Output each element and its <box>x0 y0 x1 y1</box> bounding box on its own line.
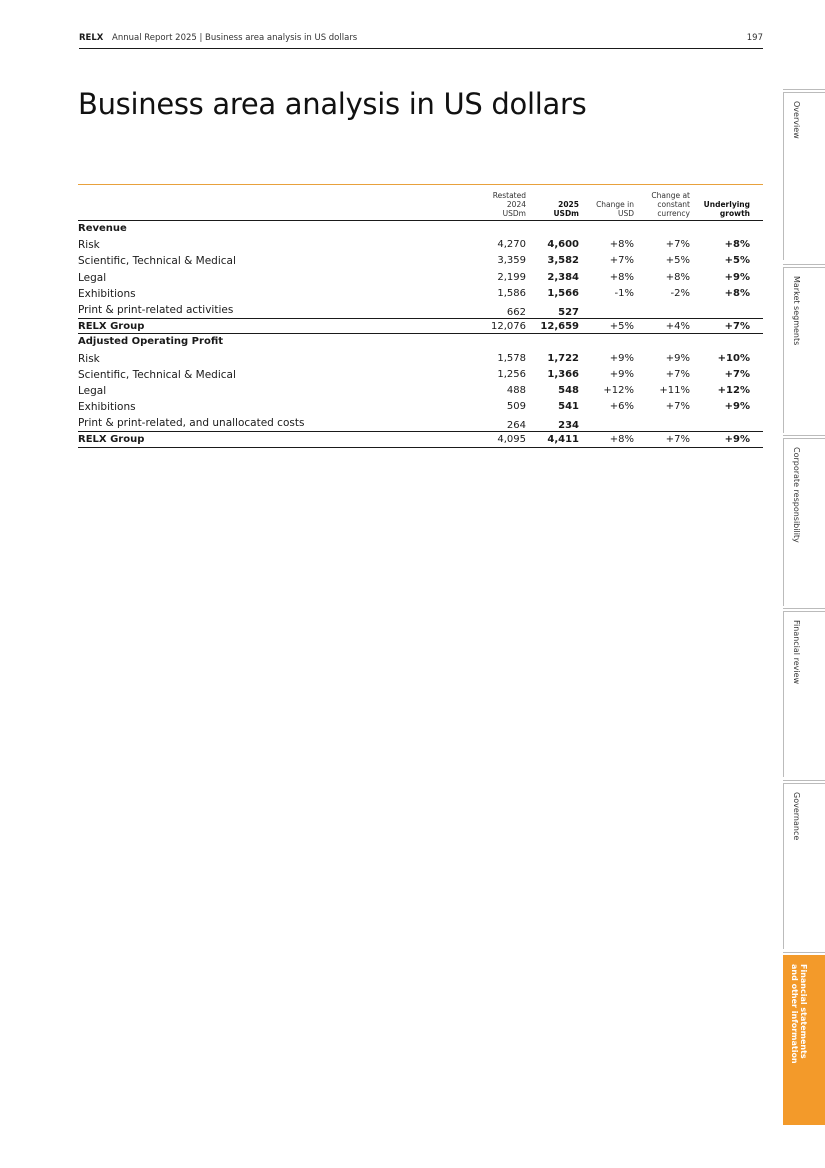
cell-2025: 2,384 <box>547 271 579 283</box>
cell-2024: 2,199 <box>497 271 526 283</box>
table-row <box>78 302 763 318</box>
tab-governance[interactable] <box>783 783 825 949</box>
cell-underlying-growth: +10% <box>717 352 750 364</box>
cell-2024: 488 <box>506 384 526 396</box>
cell-constant-currency: +7% <box>665 368 690 380</box>
tab-overview[interactable] <box>783 92 825 260</box>
page-header <box>79 33 763 49</box>
cell-2025: 234 <box>558 420 579 432</box>
cell-2024: 3,359 <box>497 255 526 267</box>
col-header-restated-2024: Restated 2024 USDm <box>492 191 526 218</box>
row-label: Exhibitions <box>78 401 136 414</box>
table-row <box>78 286 763 302</box>
cell-2024: 1,586 <box>497 287 526 299</box>
cell-change-usd: +7% <box>609 255 634 267</box>
tab-label: Corporate responsibility <box>792 447 801 543</box>
tab-label: Financial review <box>792 620 801 685</box>
table-row <box>78 415 763 431</box>
cell-2024: 509 <box>506 401 526 413</box>
cell-change-usd: +9% <box>609 352 634 364</box>
row-label: Scientific, Technical & Medical <box>78 255 236 268</box>
total-row-adjusted-operating-profit <box>78 431 763 447</box>
brand-name: RELX <box>79 33 104 43</box>
cell-2025: 548 <box>558 384 579 396</box>
col-header-change-usd: Change in USD <box>596 200 634 218</box>
cell-constant-currency: +5% <box>665 255 690 267</box>
business-area-table <box>78 184 763 448</box>
table-row <box>78 383 763 399</box>
cell-constant-currency: +11% <box>659 384 690 396</box>
tab-corporate-responsibility[interactable] <box>783 438 825 606</box>
cell-constant-currency: +7% <box>665 401 690 413</box>
cell-2025: 3,582 <box>547 255 579 267</box>
section-label: Adjusted Operating Profit <box>78 336 224 348</box>
cell-underlying-growth: +9% <box>724 271 750 283</box>
cell-2024: 1,578 <box>497 352 526 364</box>
total-row-revenue <box>78 318 763 334</box>
cell-underlying-growth: +7% <box>724 321 750 333</box>
col-header-underlying-growth: Underlying growth <box>703 200 750 218</box>
cell-underlying-growth: +8% <box>724 239 750 251</box>
tab-label: Governance <box>792 792 801 841</box>
table-row <box>78 270 763 286</box>
cell-change-usd: +8% <box>609 271 634 283</box>
table-header <box>78 185 763 221</box>
row-label: Exhibitions <box>78 287 136 300</box>
cell-change-usd: -1% <box>614 287 634 299</box>
row-label: Legal <box>78 271 107 284</box>
cell-constant-currency: +9% <box>665 352 690 364</box>
cell-underlying-growth: +8% <box>724 287 750 299</box>
tab-financial-review[interactable] <box>783 611 825 777</box>
cell-underlying-growth: +9% <box>724 434 750 446</box>
cell-2024: 264 <box>506 420 526 432</box>
cell-constant-currency: +8% <box>665 271 690 283</box>
tab-label: Overview <box>792 101 801 139</box>
cell-2025: 12,659 <box>540 321 579 333</box>
tab-financial-statements[interactable] <box>783 955 825 1125</box>
section-heading-revenue <box>78 221 763 237</box>
cell-2025: 1,566 <box>547 287 579 299</box>
col-header-constant-currency: Change at constant currency <box>651 191 690 218</box>
row-label: RELX Group <box>78 434 145 446</box>
table-row <box>78 351 763 367</box>
cell-constant-currency: +7% <box>665 434 690 446</box>
page-title: Business area analysis in US dollars <box>78 87 587 121</box>
row-label: Risk <box>78 239 100 252</box>
cell-underlying-growth: +12% <box>717 384 750 396</box>
cell-change-usd: +6% <box>609 401 634 413</box>
cell-2024: 662 <box>506 306 526 318</box>
page-number: 197 <box>746 33 763 43</box>
cell-constant-currency: -2% <box>670 287 690 299</box>
table-row <box>78 253 763 269</box>
section-label: Revenue <box>78 223 127 234</box>
cell-2024: 4,270 <box>497 239 526 251</box>
row-label: Scientific, Technical & Medical <box>78 368 236 381</box>
cell-2025: 1,722 <box>547 352 579 364</box>
cell-change-usd: +8% <box>609 239 634 251</box>
header-title: Annual Report 2025 | Business area analysis in US dollars <box>112 33 358 43</box>
table-row <box>78 399 763 415</box>
cell-2025: 4,600 <box>547 239 579 251</box>
row-label: Print & print-related activities <box>78 303 234 316</box>
col-header-2025: 2025 USDm <box>553 200 579 218</box>
cell-change-usd: +12% <box>603 384 634 396</box>
tab-label: Market segments <box>792 276 801 346</box>
tab-market-segments[interactable] <box>783 267 825 433</box>
cell-2025: 527 <box>558 306 579 318</box>
cell-constant-currency: +7% <box>665 239 690 251</box>
cell-underlying-growth: +7% <box>724 368 750 380</box>
cell-2025: 4,411 <box>547 434 579 446</box>
tab-label: Financial statements and other information <box>790 964 808 1064</box>
table-row <box>78 367 763 383</box>
cell-2025: 1,366 <box>547 368 579 380</box>
cell-2024: 12,076 <box>491 321 526 333</box>
row-label: Legal <box>78 384 107 397</box>
row-label: Print & print-related, and unallocated costs <box>78 417 305 430</box>
cell-change-usd: +9% <box>609 368 634 380</box>
cell-2025: 541 <box>558 401 579 413</box>
cell-2024: 4,095 <box>497 434 526 446</box>
cell-change-usd: +5% <box>609 321 634 333</box>
cell-2024: 1,256 <box>497 368 526 380</box>
cell-underlying-growth: +5% <box>724 255 750 267</box>
cell-constant-currency: +4% <box>665 321 690 333</box>
section-heading-adjusted-operating-profit <box>78 334 763 350</box>
row-label: RELX Group <box>78 321 145 333</box>
cell-change-usd: +8% <box>609 434 634 446</box>
table-row <box>78 237 763 253</box>
cell-underlying-growth: +9% <box>724 401 750 413</box>
row-label: Risk <box>78 352 100 365</box>
